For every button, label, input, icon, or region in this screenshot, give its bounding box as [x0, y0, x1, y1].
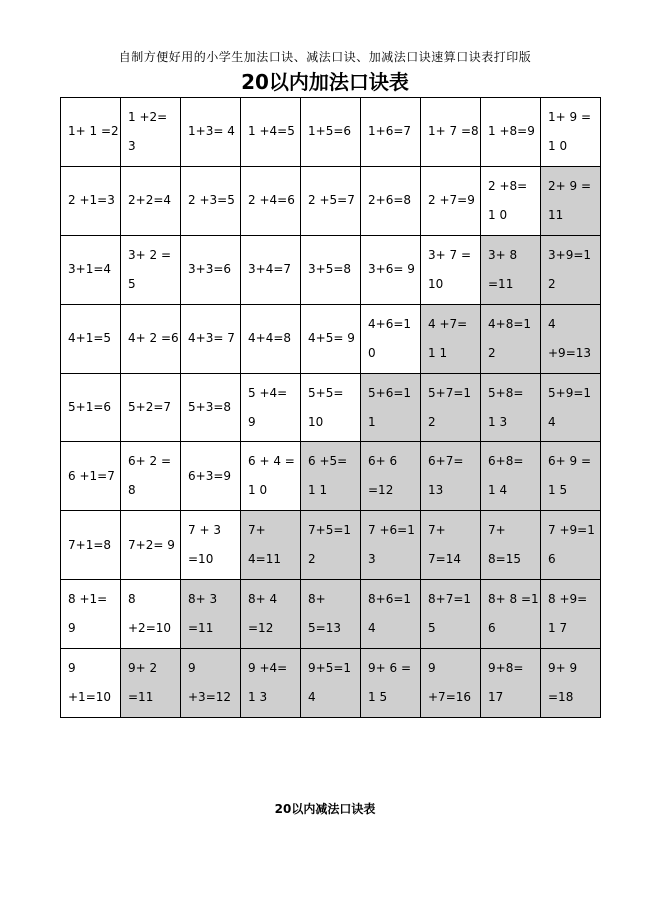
table-cell — [121, 98, 181, 167]
table-cell — [421, 373, 481, 442]
cell-text: 7+ — [248, 523, 266, 538]
cell-text: =18 — [548, 690, 574, 705]
table-cell — [361, 98, 421, 167]
table-cell — [181, 304, 241, 373]
cell-text: 6 +5= — [308, 454, 348, 469]
table-cell — [481, 235, 541, 304]
cell-text: 5+2=7 — [128, 400, 172, 414]
cell-text: 6+7= — [428, 454, 464, 469]
cell-text: 8+7=1 — [428, 592, 472, 607]
cell-text: 9+8= — [488, 661, 524, 676]
cell-text: 5+6=1 — [368, 385, 412, 400]
table-cell — [541, 580, 601, 649]
table-cell — [361, 166, 421, 235]
table-cell — [61, 580, 121, 649]
cell-text: 9+5=1 — [308, 661, 352, 676]
table-cell — [481, 166, 541, 235]
table-cell — [421, 235, 481, 304]
cell-text: 4 +7= — [428, 316, 468, 331]
page-title: 20以内加法口诀表 — [241, 70, 409, 94]
cell-text: 1 7 — [548, 621, 568, 636]
cell-text: 1+6=7 — [368, 124, 412, 139]
addition-table — [60, 97, 601, 718]
cell-text: 5+1=6 — [68, 400, 112, 414]
table-cell — [481, 304, 541, 373]
cell-text: 9 +4= — [248, 661, 288, 676]
table-cell — [61, 373, 121, 442]
cell-text: 8 — [128, 483, 136, 498]
addition-table-body — [61, 98, 601, 718]
cell-text: 1 0 — [548, 138, 568, 153]
cell-text: 6 + 4 = — [248, 454, 295, 469]
cell-text: =11 — [128, 690, 154, 705]
cell-text: 2 — [428, 414, 436, 429]
table-cell — [121, 166, 181, 235]
table-cell — [181, 511, 241, 580]
cell-text: 9+ 2 — [128, 661, 158, 676]
cell-text: 6 +1=7 — [68, 468, 115, 483]
cell-text: 3+3=6 — [188, 262, 232, 277]
cell-text: 2 +1=3 — [68, 193, 115, 208]
cell-text: 2 — [488, 345, 496, 360]
table-cell — [61, 166, 121, 235]
cell-text: 1 3 — [488, 414, 508, 429]
cell-text: 4+3= 7 — [188, 331, 235, 346]
cell-text: 4=11 — [248, 552, 281, 567]
cell-text: 6+ 9 = — [548, 454, 592, 469]
cell-text: 8+ — [308, 592, 326, 607]
table-cell — [121, 580, 181, 649]
table-cell — [241, 235, 301, 304]
cell-text: 6+8= — [488, 454, 524, 469]
table-cell — [541, 235, 601, 304]
cell-text: +1=10 — [68, 690, 112, 705]
cell-text: =11 — [488, 276, 514, 291]
cell-text: +2=10 — [128, 621, 172, 636]
cell-text: 9+ 6 = — [368, 661, 412, 676]
cell-text: 4 — [548, 316, 556, 331]
cell-text: 2 +4=6 — [248, 193, 295, 208]
cell-text: 3 — [368, 552, 376, 567]
cell-text: 1+5=6 — [308, 124, 352, 139]
cell-text: =12 — [248, 621, 274, 636]
cell-text: 8+ 4 — [248, 592, 278, 607]
cell-text: 2+6=8 — [368, 193, 412, 208]
table-cell — [421, 649, 481, 718]
cell-text: 8=15 — [488, 552, 521, 567]
cell-text: +9=13 — [548, 345, 592, 360]
table-cell — [241, 442, 301, 511]
table-cell — [301, 304, 361, 373]
cell-text: +7=16 — [428, 690, 472, 705]
cell-text: 7=14 — [428, 552, 461, 567]
table-cell — [361, 304, 421, 373]
cell-text: 5 +4= — [248, 385, 288, 400]
table-cell — [61, 304, 121, 373]
table-cell — [361, 580, 421, 649]
cell-text: 9 — [68, 621, 76, 636]
cell-text: 4 — [548, 414, 556, 429]
cell-text: 8 +1= — [68, 592, 108, 607]
table-cell — [121, 442, 181, 511]
cell-text: 1+ 9 = — [548, 109, 592, 124]
cell-text: 3+4=7 — [248, 262, 292, 277]
cell-text: 1 4 — [488, 483, 508, 498]
cell-text: 1 0 — [248, 483, 268, 498]
cell-text: 2 +8= — [488, 178, 528, 193]
table-cell — [181, 235, 241, 304]
table-cell — [421, 580, 481, 649]
table-cell — [241, 511, 301, 580]
cell-text: 3+ 8 — [488, 247, 518, 262]
table-cell — [421, 442, 481, 511]
table-cell — [481, 649, 541, 718]
cell-text: 8 — [128, 592, 136, 607]
cell-text: 3+6= 9 — [368, 262, 415, 277]
cell-text: 7 +6=1 — [368, 523, 415, 538]
cell-text: 17 — [488, 690, 504, 705]
table-cell — [301, 98, 361, 167]
cell-text: 2 +7=9 — [428, 193, 475, 208]
cell-text: =10 — [188, 552, 214, 567]
table-cell — [301, 442, 361, 511]
table-row — [61, 442, 601, 511]
table-cell — [361, 442, 421, 511]
table-cell — [61, 511, 121, 580]
table-cell — [121, 373, 181, 442]
cell-text: 6 — [548, 552, 556, 567]
cell-text: 1 1 — [308, 483, 328, 498]
table-cell — [361, 649, 421, 718]
cell-text: 3+1=4 — [68, 262, 112, 277]
cell-text: 5+9=1 — [548, 385, 592, 400]
cell-text: 6+ 2 = — [128, 454, 172, 469]
cell-text: 9+ 9 — [548, 661, 578, 676]
table-cell — [181, 98, 241, 167]
table-cell — [181, 373, 241, 442]
cell-text: 4+4=8 — [248, 331, 292, 346]
cell-text: 9 — [68, 661, 76, 676]
cell-text: 7 +9=1 — [548, 523, 595, 538]
cell-text: 7 + 3 — [188, 523, 221, 538]
table-cell — [301, 511, 361, 580]
cell-text: 4+6=1 — [368, 316, 412, 331]
cell-text: 2 — [548, 276, 556, 291]
table-cell — [301, 166, 361, 235]
cell-text: 6+ 6 — [368, 454, 398, 469]
cell-text: 4+5= 9 — [308, 331, 355, 346]
cell-text: 5=13 — [308, 621, 341, 636]
table-row — [61, 373, 601, 442]
table-cell — [61, 235, 121, 304]
cell-text: 1 +8=9 — [488, 124, 535, 139]
cell-text: 1 5 — [548, 483, 568, 498]
cell-text: 11 — [548, 207, 564, 222]
cell-text: =12 — [368, 483, 394, 498]
header-note: 自制方便好用的小学生加法口诀、减法口诀、加减法口诀速算口诀表打印版 — [118, 50, 532, 64]
cell-text: 1+ 7 =8 — [428, 124, 479, 139]
table-cell — [301, 373, 361, 442]
cell-text: 7+5=1 — [308, 523, 352, 538]
table-cell — [361, 373, 421, 442]
table-cell — [541, 166, 601, 235]
cell-text: 5+3=8 — [188, 400, 232, 414]
table-cell — [301, 580, 361, 649]
section-title: 20以内减法口诀表 — [274, 802, 376, 816]
table-cell — [121, 304, 181, 373]
cell-text: 6 — [488, 621, 496, 636]
table-cell — [481, 98, 541, 167]
table-cell — [241, 373, 301, 442]
cell-text: 1 +2= — [128, 109, 168, 124]
table-cell — [121, 511, 181, 580]
cell-text: 10 — [428, 276, 444, 291]
table-cell — [361, 511, 421, 580]
cell-text: 8+ 3 — [188, 592, 218, 607]
table-cell — [541, 304, 601, 373]
table-cell — [61, 442, 121, 511]
cell-text: 1 1 — [428, 345, 448, 360]
table-cell — [241, 166, 301, 235]
table-cell — [241, 98, 301, 167]
table-cell — [121, 649, 181, 718]
table-cell — [481, 580, 541, 649]
cell-text: 4+8=1 — [488, 316, 532, 331]
table-row — [61, 511, 601, 580]
cell-text: 1 +4=5 — [248, 124, 295, 139]
table-row — [61, 166, 601, 235]
cell-text: 4+ 2 =6 — [128, 331, 179, 346]
table-cell — [541, 98, 601, 167]
table-row — [61, 98, 601, 167]
table-cell — [181, 580, 241, 649]
table-cell — [481, 373, 541, 442]
table-cell — [541, 373, 601, 442]
cell-text: 13 — [428, 483, 444, 498]
cell-text: 1 0 — [488, 207, 508, 222]
cell-text: 9 — [428, 661, 436, 676]
cell-text: 9 — [248, 414, 256, 429]
cell-text: =11 — [188, 621, 214, 636]
table-row — [61, 580, 601, 649]
cell-text: 1 — [368, 414, 376, 429]
cell-text: 10 — [308, 414, 324, 429]
cell-text: 1 3 — [248, 690, 268, 705]
table-cell — [481, 511, 541, 580]
table-cell — [301, 649, 361, 718]
cell-text: 4+1=5 — [68, 331, 112, 346]
table-cell — [541, 649, 601, 718]
cell-text: 5+7=1 — [428, 385, 472, 400]
cell-text: 3 — [128, 138, 136, 153]
cell-text: 2 +3=5 — [188, 193, 235, 208]
cell-text: 3+5=8 — [308, 262, 352, 277]
cell-text: 2+2=4 — [128, 193, 172, 208]
table-cell — [121, 235, 181, 304]
cell-text: 1 5 — [368, 690, 388, 705]
cell-text: +3=12 — [188, 690, 232, 705]
cell-text: 8 +9= — [548, 592, 588, 607]
cell-text: 5 — [128, 276, 136, 291]
table-cell — [181, 649, 241, 718]
cell-text: 4 — [368, 621, 376, 636]
table-cell — [181, 166, 241, 235]
cell-text: 7+2= 9 — [128, 537, 175, 552]
cell-text: 2 — [308, 552, 316, 567]
table-cell — [61, 98, 121, 167]
cell-text: 3+9=1 — [548, 247, 592, 262]
table-cell — [181, 442, 241, 511]
cell-text: 7+ — [428, 523, 446, 538]
cell-text: 6+3=9 — [188, 468, 232, 483]
cell-text: 5 — [428, 621, 436, 636]
table-cell — [541, 442, 601, 511]
cell-text: 0 — [368, 345, 376, 360]
cell-text: 5+5= — [308, 385, 344, 400]
table-row — [61, 235, 601, 304]
table-cell — [301, 235, 361, 304]
cell-text: 1+ 1 =2 — [68, 124, 119, 139]
table-row — [61, 304, 601, 373]
cell-text: 8+6=1 — [368, 592, 412, 607]
table-cell — [481, 442, 541, 511]
table-cell — [361, 235, 421, 304]
cell-text: 9 — [188, 661, 196, 676]
cell-text: 5+8= — [488, 385, 524, 400]
table-row — [61, 649, 601, 718]
table-cell — [421, 511, 481, 580]
table-cell — [541, 511, 601, 580]
cell-text: 1+3= 4 — [188, 124, 235, 139]
table-cell — [241, 580, 301, 649]
cell-text: 2 +5=7 — [308, 193, 355, 208]
table-cell — [241, 649, 301, 718]
cell-text: 3+ 2 = — [128, 247, 172, 262]
table-cell — [421, 304, 481, 373]
cell-text: 7+1=8 — [68, 537, 112, 552]
cell-text: 2+ 9 = — [548, 178, 592, 193]
table-cell — [241, 304, 301, 373]
table-cell — [61, 649, 121, 718]
cell-text: 8+ 8 =1 — [488, 592, 539, 607]
cell-text: 3+ 7 = — [428, 247, 472, 262]
table-cell — [421, 166, 481, 235]
cell-text: 4 — [308, 690, 316, 705]
cell-text: 7+ — [488, 523, 506, 538]
table-cell — [421, 98, 481, 167]
